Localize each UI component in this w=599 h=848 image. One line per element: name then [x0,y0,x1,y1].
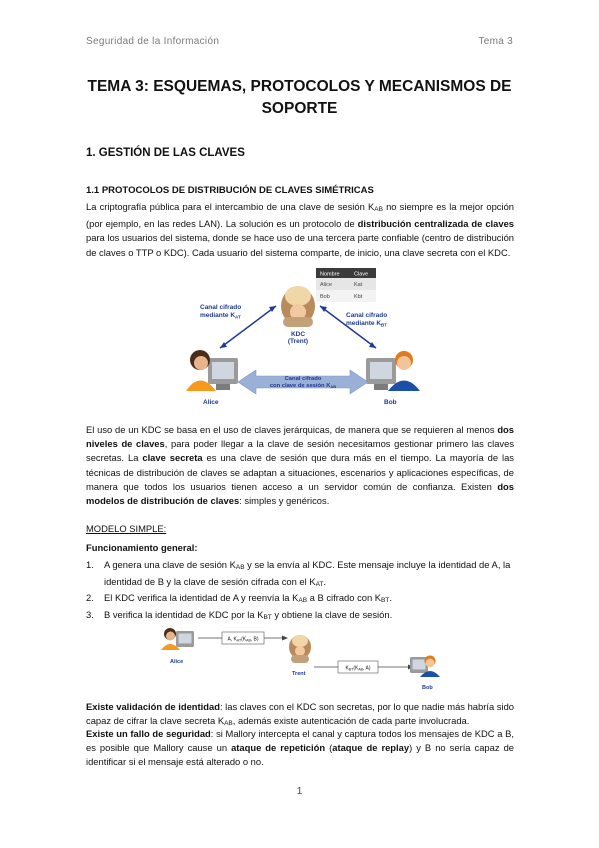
bob-label: Bob [384,399,397,406]
steps-list [86,558,516,624]
subsection-heading: 1.1 PROTOCOLOS DE DISTRIBUCIÓN DE CLAVES SIMÉTRICAS [86,185,374,196]
message-flow-diagram [160,617,440,697]
funcionamiento-heading: Funcionamiento general: [86,542,198,553]
trent-icon [289,635,311,663]
key-table [316,268,376,302]
intro-paragraph: La criptografía pública para el intercambio de una clave de sesión KAB no siempre es la mejor opción (por ejemplo, en las redes LAN). La solución es un protocolo de distribución centralizada de claves para los usuarios del sistema, donde se hace uso de una tercera parte confiable (centro de distribución de claves o TTP o KDC). Cada usuario del sistema comparte, de inicio, una clave secreta con el KDC. [86,201,514,258]
list-item: 1. A genera una clave de sesión KAB y se la envía al KDC. Este mensaje incluye la identidad de A, la identidad de B y la clave de sesión cifrada con el KAT. [86,559,511,588]
security-flaw-paragraph: Existe un fallo de seguridad: si Mallory intercepta el canal y captura todos los mensajes de KDC a B, es posible que Mallory cause un ataque de repetición (ataque de replay) y B no sería capaz de identificar si el mensaje está alterado o no. [86,728,515,768]
table-key-alice: Kat [354,282,363,288]
kdc-sublabel: (Trent) [287,338,309,345]
trent-icon [281,286,315,327]
trent-label: Trent [292,671,306,677]
modelo-simple-heading: MODELO SIMPLE: [86,523,167,534]
message-2: $K_{BT}(K_{AB}$, A) [345,665,371,672]
header-topic: Tema 3 [478,36,513,47]
table-row-alice: Alice [320,282,332,288]
table-key-bob: Kbt [354,294,363,300]
kdc-diagram [178,266,428,414]
table-header-key: Clave [354,271,369,278]
bottom-channel-line2: con clave de sesión $K_{AB}$ [269,383,337,390]
bob-label: Bob [422,685,433,691]
header-course: Seguridad de la Información [86,36,220,47]
message-1: A, $K_{AT}(K_{AB}$, B) [227,636,259,643]
alice-label: Alice [203,399,219,406]
session-channel-arrow [238,370,368,394]
left-channel-line1: Canal cifrado [200,304,242,311]
bottom-channel-line1: Canal cifrado [284,376,322,382]
alice-label: Alice [170,659,184,665]
page-number: 1 [296,786,303,797]
table-header-name: Nombre [320,271,340,278]
validation-paragraph: Existe validación de identidad: las claves con el KDC son secretas, por lo que nadie más habría sido capaz de cifrar la clave secreta KAB, además existe autenticación de cada parte involucrada. [86,701,514,728]
list-item: 2. El KDC verifica la identidad de A y reenvía la KAB a B cifrado con KBT. [86,592,392,604]
kdc-paragraph: El uso de un KDC se basa en el uso de claves jerárquicas, de manera que se requieren al menos dos niveles de claves, para poder llegar a la clave de sesión necesitamos gestionar primero las claves secretas. La clave secreta es una clave de sesión que dura más en el tiempo. La mayoría de las técnicas de distribución de claves se adaptan a situaciones, escenarios y aplicaciones específicas, de manera que todos los usuarios tienen acceso a un servidor común de confianza. Existen dos modelos de distribución de claves: simples y genéricos. [86,424,515,507]
section-heading: 1. GESTIÓN DE LAS CLAVES [86,147,245,159]
list-item: 3. B verifica la identidad de KDC por la KBT y obtiene la clave de sesión. [86,608,393,621]
bob-icon [366,351,420,391]
bob-icon [410,656,440,678]
page-title: TEMA 3: ESQUEMAS, PROTOCOLOS Y MECANISMOS DE SOPORTE [87,78,512,117]
alice-icon [161,628,194,650]
right-channel-line1: Canal cifrado [346,312,388,319]
table-row-bob: Bob [320,294,330,300]
right-channel-line2: mediante $K_{BT}$ [346,320,388,328]
page-header [86,36,513,47]
left-channel-line2: mediante $K_{AT}$ [200,312,241,320]
alice-icon [186,350,238,391]
kdc-label: KDC [290,331,306,338]
